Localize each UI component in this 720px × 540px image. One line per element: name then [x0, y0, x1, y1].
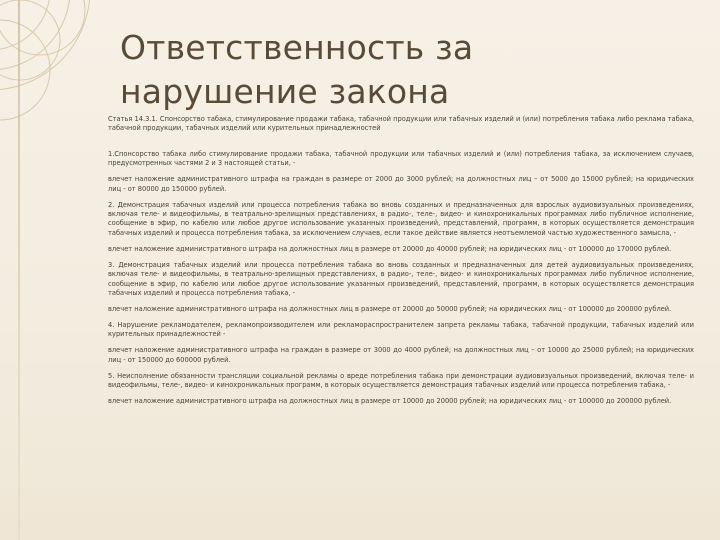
slide-title: Ответственность за нарушение закона	[120, 28, 474, 111]
paragraph-4: 4. Нарушение рекламодателем, рекламопроизводителем или рекламораспространителем запрета рекламы табака, табачной продукции, табачных изделий или курительных принадлежностей -	[108, 320, 694, 339]
paragraph-2: 2. Демонстрация табачных изделий или процесса потребления табака во вновь созданных и предназначенных для взрослых аудиовизуальных произведениях, включая теле- и видеофильмы, в театрально-зрелищных представлениях, в радио-, теле-, видео- и кинохроникальных программах либо публичное исполнение, сообщение в эфир, по кабелю или любое другое использование указанных произведений, представлений, программ, в которых осуществляется демонстрация табачных изделий и процесса потребления табака, за исключением случаев, если такое действие является неотъемлемой частью художественного замысла, -	[108, 199, 694, 237]
slide-body	[108, 114, 694, 412]
article-heading: Статья 14.3.1. Спонсорство табака, стимулирование продажи табака, табачной продукции или табачных изделий и (или) потребления табака либо реклама табака, табачной продукции, табачных изделий или курительных принадлежностей	[108, 114, 694, 133]
sanction-4: влечет наложение административного штрафа на граждан в размере от 3000 до 4000 рублей; на должностных лиц – от 10000 до 25000 рублей; на юридических лиц - от 150000 до 600000 рублей.	[108, 345, 694, 364]
sanction-1: влечет наложение административного штрафа на граждан в размере от 2000 до 3000 рублей; на должностных лиц – от 5000 до 15000 рублей; на юридических лиц - от 80000 до 150000 рублей.	[108, 174, 694, 193]
paragraph-5: 5. Неисполнение обязанности трансляции социальной рекламы о вреде потребления табака при демонстрации аудиовизуальных произведений, включая теле- и видеофильмы, теле-, видео- и кинохроникальных программ, в которых осуществляется демонстрация табачных изделий или процесса потребления табака, -	[108, 370, 694, 390]
sanction-3: влечет наложение административного штрафа на должностных лиц в размере от 20000 до 50000 рублей; на юридических лиц - от 100000 до 200000 рублей.	[108, 304, 672, 314]
corner-ornament	[0, 0, 110, 160]
paragraph-3: 3. Демонстрация табачных изделий или процесса потребления табака во вновь созданных и предназначенных для детей аудиовизуальных произведениях, включая теле- и видеофильмы, в театрально-зрелищных представлениях, в радио-, теле-, видео- и кинохроникальных программах либо публичное исполнение, сообщение в эфир, по кабелю или любое другое использование указанных произведений, представлений, программ, в которых осуществляется демонстрация табачных изделий и процесса потребления табака, -	[108, 259, 694, 298]
sanction-5: влечет наложение административного штрафа на должностных лиц в размере от 10000 до 20000 рублей; на юридических лиц - от 100000 до 200000 рублей.	[108, 396, 672, 406]
paragraph-1: 1.Спонсорство табака либо стимулирование продажи табака, табачной продукции или табачных изделий и (или) потребления табака, за исключением случаев, предусмотренных частями 2 и 3 настоящей статьи, -	[108, 148, 694, 168]
sanction-2: влечет наложение административного штрафа на должностных лиц в размере от 20000 до 40000 рублей; на юридических лиц - от 100000 до 170000 рублей.	[108, 243, 672, 253]
left-decorative-rule	[18, 0, 20, 540]
